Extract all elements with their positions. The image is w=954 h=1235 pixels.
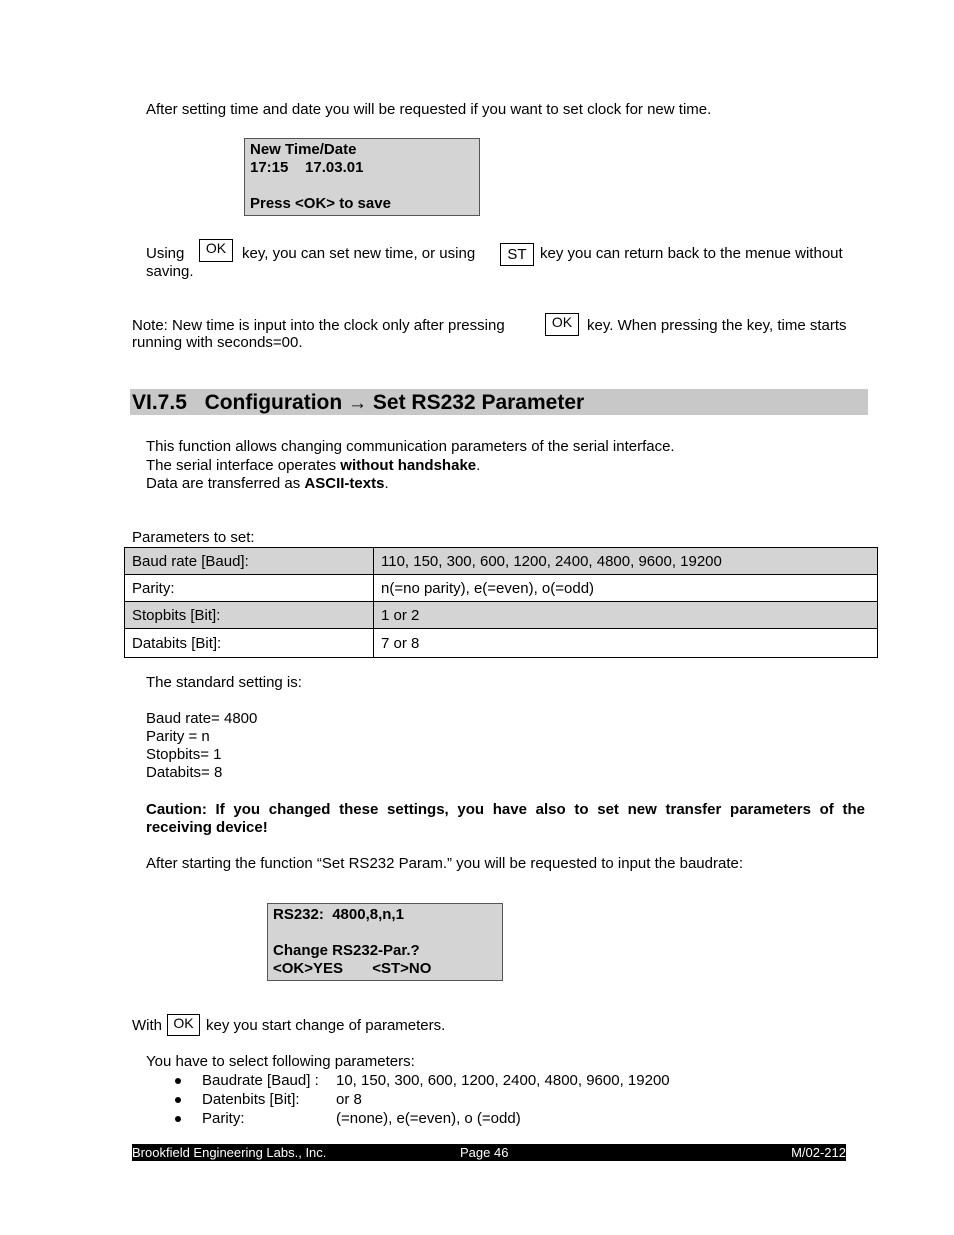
lcd-line: RS232: 4800,8,n,1 <box>273 906 404 923</box>
param-value: 1 or 2 <box>374 602 878 629</box>
using-text-mid: key, you can set new time, or using <box>242 245 476 262</box>
section-heading <box>130 389 868 415</box>
bullet-icon <box>174 1115 182 1123</box>
after-start-text: After starting the function “Set RS232 Param.” you will be requested to input the baudrate: <box>146 855 744 872</box>
desc-text: Data are transferred as <box>146 475 305 492</box>
with-text-pre: With <box>132 1017 162 1034</box>
list-item-value: or 8 <box>336 1091 362 1108</box>
bullet-icon <box>174 1096 182 1104</box>
ok-key-icon: OK <box>545 313 579 336</box>
list-item-label: Datenbits [Bit]: <box>202 1091 300 1108</box>
params-table <box>124 547 878 658</box>
param-value: 110, 150, 300, 600, 1200, 2400, 4800, 9600, 19200 <box>374 548 878 575</box>
footer-doc-id: M/02-212 <box>791 1145 846 1160</box>
footer-company: Brookfield Engineering Labs., Inc. <box>132 1145 327 1160</box>
param-name: Databits [Bit]: <box>125 629 374 658</box>
param-name: Parity: <box>125 575 374 602</box>
desc-text: The serial interface operates <box>146 457 341 474</box>
page-footer <box>132 1144 846 1161</box>
list-item-label: Baudrate [Baud] : <box>202 1072 319 1089</box>
param-name: Baud rate [Baud]: <box>125 548 374 575</box>
param-name: Stopbits [Bit]: <box>125 602 374 629</box>
standard-heading: The standard setting is: <box>146 674 302 691</box>
table-row <box>125 602 878 629</box>
table-row <box>125 575 878 602</box>
desc-line-2 <box>146 457 480 475</box>
footer-page-number: Page 46 <box>460 1145 509 1160</box>
arrow-right-icon: → <box>348 393 368 414</box>
standard-line: Parity = n <box>146 728 210 745</box>
ok-key-icon: OK <box>167 1014 200 1036</box>
lcd-display-time <box>244 138 480 216</box>
param-value: 7 or 8 <box>374 629 878 658</box>
table-row <box>125 548 878 575</box>
caution-line-1: Caution: If you changed these settings, you have also to set new transfer parameters of the <box>146 801 865 818</box>
standard-line: Stopbits= 1 <box>146 746 222 763</box>
note-text-cont: running with seconds=00. <box>132 334 303 351</box>
standard-line: Databits= 8 <box>146 764 223 781</box>
caution-line-2: receiving device! <box>146 819 268 836</box>
list-item-value: (=none), e(=even), o (=odd) <box>336 1110 521 1127</box>
lcd-line: <OK>YES <ST>NO <box>273 960 432 977</box>
bullet-icon <box>174 1077 182 1085</box>
lcd-display-rs232 <box>267 903 503 981</box>
desc-emphasis: without handshake <box>340 457 477 474</box>
lcd-line: New Time/Date <box>250 141 357 158</box>
using-text-post: key you can return back to the menue without <box>540 245 843 262</box>
ok-key-icon: OK <box>199 239 233 262</box>
list-item-label: Parity: <box>202 1110 245 1127</box>
desc-line-1: This function allows changing communication parameters of the serial interface. <box>146 438 675 455</box>
param-value: n(=no parity), e(=even), o(=odd) <box>374 575 878 602</box>
using-text-pre: Using <box>146 245 185 262</box>
lcd-line <box>273 924 497 942</box>
section-title-part1: Configuration <box>204 391 343 414</box>
select-heading: You have to select following parameters: <box>146 1053 415 1070</box>
desc-text: . <box>384 475 389 492</box>
using-text-cont: saving. <box>146 263 194 280</box>
table-row <box>125 629 878 658</box>
section-title-part2: Set RS232 Parameter <box>372 391 585 414</box>
desc-text: . <box>476 457 481 474</box>
desc-line-3 <box>146 475 389 493</box>
lcd-line: 17:15 17.03.01 <box>250 159 364 176</box>
params-label: Parameters to set: <box>132 529 255 546</box>
desc-emphasis: ASCII-texts <box>304 475 385 492</box>
lcd-line: Press <OK> to save <box>250 195 391 212</box>
list-item-value: 10, 150, 300, 600, 1200, 2400, 4800, 9600, 19200 <box>336 1072 670 1089</box>
section-number: VI.7.5 <box>132 391 187 414</box>
st-key-icon: ST <box>500 243 534 266</box>
note-text-pre: Note: New time is input into the clock only after pressing <box>132 317 505 334</box>
note-text-post: key. When pressing the key, time starts <box>587 317 847 334</box>
with-text-post: key you start change of parameters. <box>206 1017 446 1034</box>
lcd-line <box>250 177 474 195</box>
standard-line: Baud rate= 4800 <box>146 710 258 727</box>
intro-text: After setting time and date you will be requested if you want to set clock for new time. <box>146 101 712 118</box>
lcd-line: Change RS232-Par.? <box>273 942 420 959</box>
